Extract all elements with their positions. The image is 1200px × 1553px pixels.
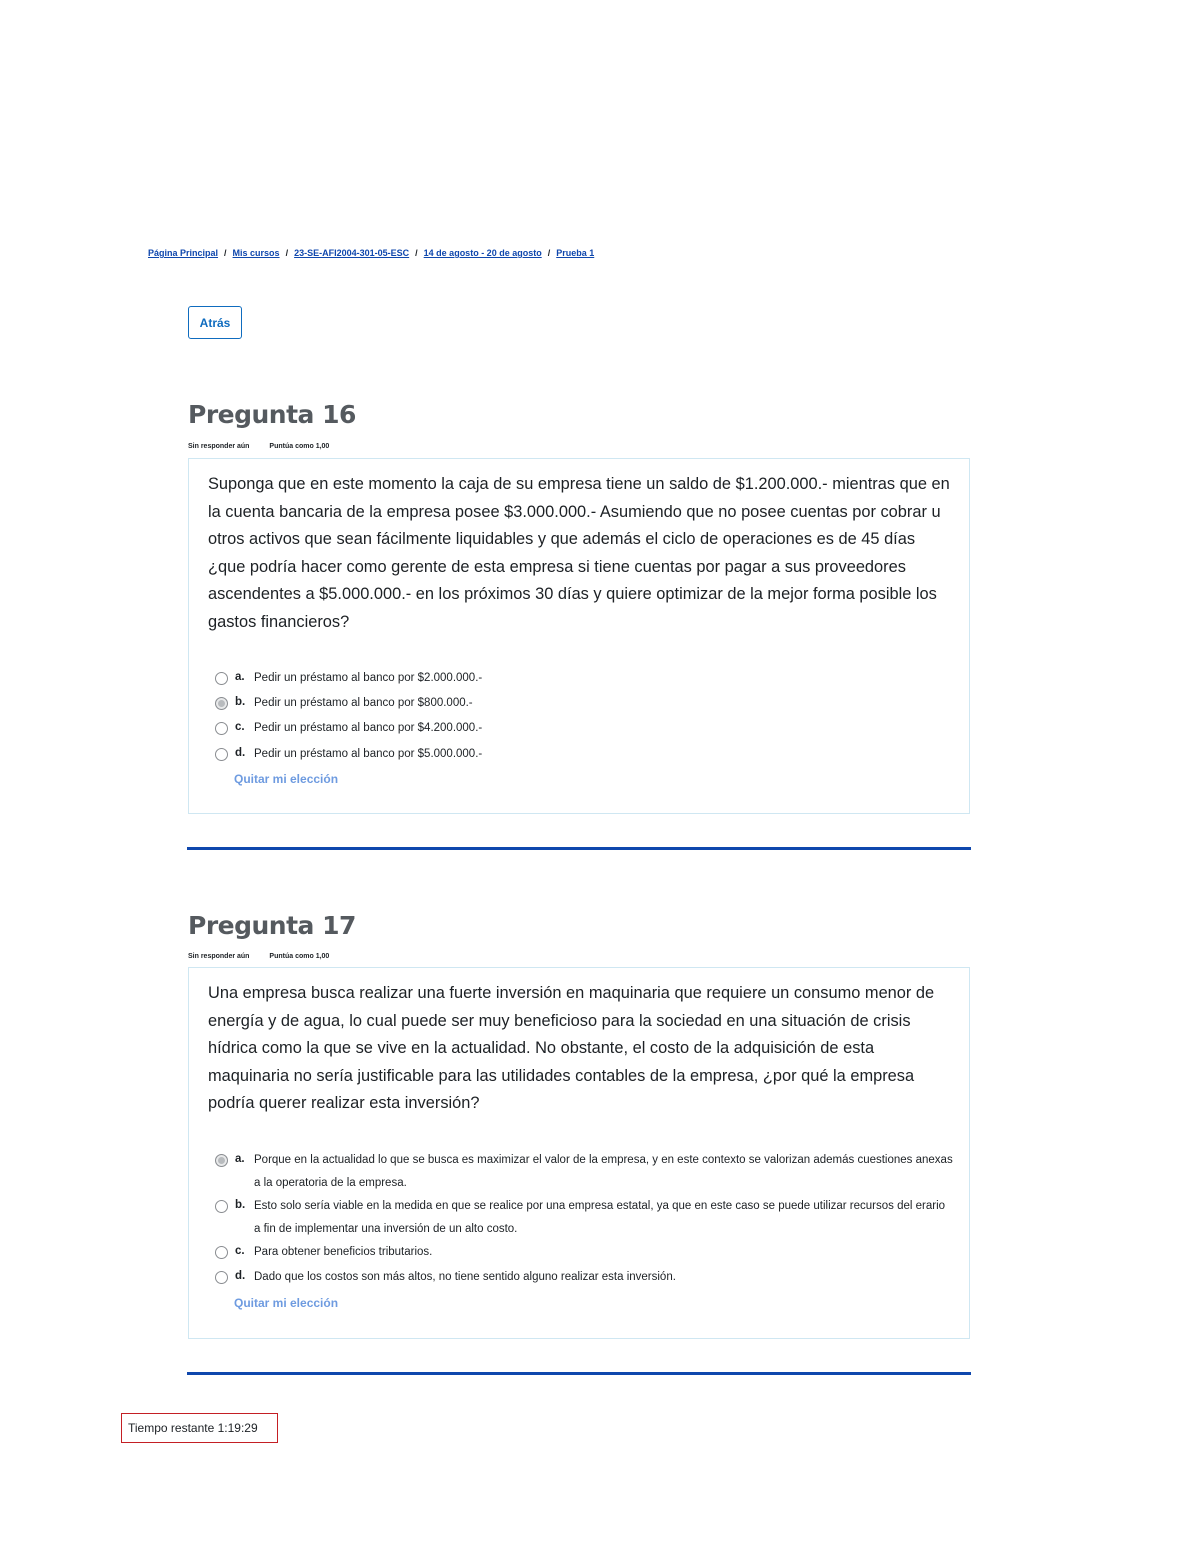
radio-button-selected[interactable] bbox=[215, 697, 228, 710]
option-letter: c. bbox=[235, 721, 245, 733]
question-17-text: Una empresa busca realizar una fuerte inversión en maquinaria que requiere un consumo menor de energía y de agua, lo cual puede ser muy beneficioso para la sociedad en una situación de crisis hídrica como la que se vive en la actualidad. No obstante, el costo de la adquisición de esta maquinaria no sería justificable para las utilidades contables de la empresa, ¿por qué la empresa podría querer realizar esta inversión? bbox=[208, 984, 935, 1112]
breadcrumb-separator: / bbox=[285, 248, 289, 258]
radio-button[interactable] bbox=[215, 1246, 228, 1259]
question-divider bbox=[187, 847, 971, 850]
option-text: Pedir un préstamo al banco por $4.200.000.- bbox=[254, 722, 483, 734]
breadcrumb-course-link[interactable]: 23-SE-AFI2004-301-05-ESC bbox=[294, 248, 410, 258]
option-letter: d. bbox=[235, 747, 246, 759]
answer-option[interactable] bbox=[215, 671, 954, 690]
option-text: Pedir un préstamo al banco por $5.000.000.- bbox=[254, 748, 483, 760]
option-letter: c. bbox=[235, 1245, 245, 1257]
option-letter: b. bbox=[235, 1199, 246, 1211]
radio-button[interactable] bbox=[215, 722, 228, 735]
question-17-meta bbox=[188, 953, 347, 960]
answer-option[interactable] bbox=[215, 696, 954, 715]
time-remaining-badge: Tiempo restante 1:19:29 bbox=[121, 1413, 278, 1443]
option-letter: a. bbox=[235, 1153, 245, 1165]
question-status: Sin responder aún bbox=[188, 443, 250, 450]
radio-button[interactable] bbox=[215, 672, 228, 685]
radio-button[interactable] bbox=[215, 1200, 228, 1213]
breadcrumb-home-link[interactable]: Página Principal bbox=[148, 248, 219, 258]
back-button[interactable]: Atrás bbox=[188, 306, 242, 339]
radio-button[interactable] bbox=[215, 1271, 228, 1284]
option-text: Esto solo sería viable en la medida en que se realice por una empresa estatal, ya que en este caso se puede utilizar recursos del erario a fin de implementar una inversión de un alto costo. bbox=[254, 1200, 946, 1235]
radio-button-selected[interactable] bbox=[215, 1154, 228, 1167]
breadcrumb-week-link[interactable]: 14 de agosto - 20 de agosto bbox=[423, 248, 542, 258]
option-letter: d. bbox=[235, 1270, 246, 1282]
option-text: Dado que los costos son más altos, no tiene sentido alguno realizar esta inversión. bbox=[254, 1271, 676, 1283]
question-16-meta bbox=[188, 443, 347, 450]
option-letter: b. bbox=[235, 696, 246, 708]
clear-choice-link[interactable]: Quitar mi elección bbox=[234, 1296, 339, 1310]
question-16-box bbox=[188, 458, 970, 814]
question-16-text: Suponga que en este momento la caja de su empresa tiene un saldo de $1.200.000.- mientras que en la cuenta bancaria de la empresa posee $3.000.000.- Asumiendo que no posee cuentas por cobrar u otros activos que sean fácilmente liquidables y que además el ciclo de operaciones es de 45 días ¿que podría hacer como gerente de esta empresa si tiene cuentas por pagar a sus proveedores ascendentes a $5.000.000.- en los próximos 30 días y quiere optimizar de la mejor forma posible los gastos financieros? bbox=[208, 475, 950, 631]
question-17-title: Pregunta 17 bbox=[188, 911, 356, 940]
option-text: Para obtener beneficios tributarios. bbox=[254, 1246, 433, 1258]
answer-option[interactable] bbox=[215, 1199, 954, 1241]
question-16-title: Pregunta 16 bbox=[188, 400, 356, 429]
breadcrumb-separator: / bbox=[224, 248, 227, 258]
answer-option[interactable] bbox=[215, 1153, 954, 1195]
answer-option[interactable] bbox=[215, 1245, 954, 1264]
breadcrumb bbox=[148, 248, 594, 258]
option-text: Porque en la actualidad lo que se busca es maximizar el valor de la empresa, y en este contexto se valorizan además cuestiones anexas a la operatoria de la empresa. bbox=[254, 1154, 953, 1189]
clear-choice-link[interactable]: Quitar mi elección bbox=[234, 772, 339, 786]
option-text: Pedir un préstamo al banco por $2.000.000.- bbox=[254, 672, 483, 684]
question-divider bbox=[187, 1372, 971, 1375]
question-status: Sin responder aún bbox=[188, 953, 250, 960]
breadcrumb-separator: / bbox=[547, 248, 551, 258]
question-17-box bbox=[188, 967, 970, 1339]
breadcrumb-separator: / bbox=[415, 248, 418, 258]
answer-option[interactable] bbox=[215, 747, 954, 766]
question-points: Puntúa como 1,00 bbox=[269, 953, 330, 960]
question-points: Puntúa como 1,00 bbox=[269, 443, 330, 450]
answer-option[interactable] bbox=[215, 721, 954, 740]
breadcrumb-quiz-link[interactable]: Prueba 1 bbox=[556, 248, 595, 258]
radio-button[interactable] bbox=[215, 748, 228, 761]
breadcrumb-my-courses-link[interactable]: Mis cursos bbox=[232, 248, 280, 258]
option-text: Pedir un préstamo al banco por $800.000.- bbox=[254, 697, 473, 709]
answer-option[interactable] bbox=[215, 1270, 954, 1289]
option-letter: a. bbox=[235, 671, 245, 683]
